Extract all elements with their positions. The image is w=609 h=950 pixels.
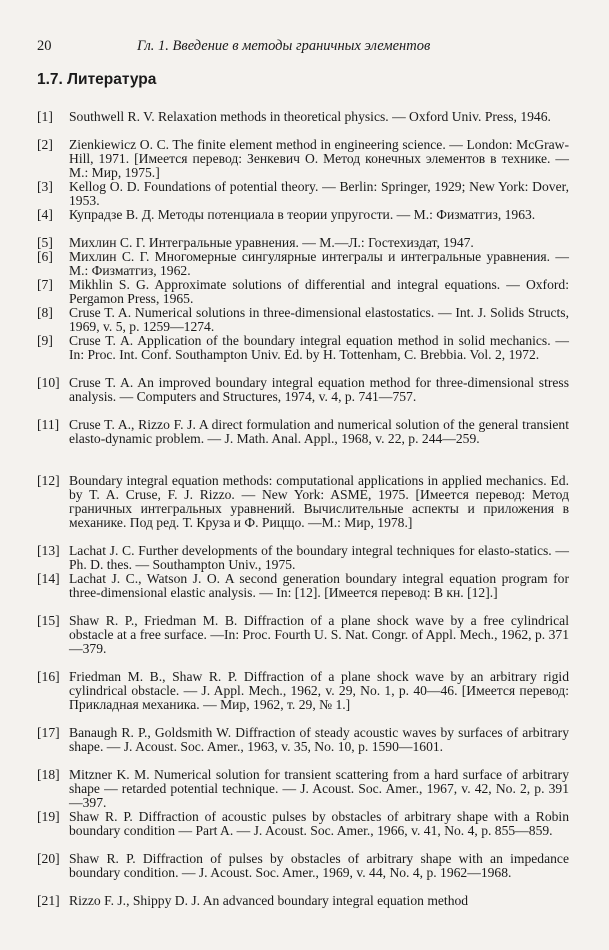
reference-item: [37, 572, 569, 600]
running-title: Гл. 1. Введение в методы граничных элементов: [137, 38, 431, 54]
reference-text: Kellog O. D. Foundations of potential theory. — Berlin: Springer, 1929; New York: Dover, 1953.: [69, 179, 569, 208]
reference-text: Lachat J. C., Watson J. O. A second generation boundary integral equation program for three-dimensional elastic analysis. — In: [12]. [Имеется перевод: В кн. [12].]: [69, 571, 569, 600]
reference-number: [7]: [37, 277, 53, 292]
reference-item: [37, 110, 569, 124]
reference-text: Southwell R. V. Relaxation methods in theoretical physics. — Oxford Univ. Press, 1946.: [69, 109, 551, 124]
reference-text: Shaw R. P. Diffraction of pulses by obstacles of arbitrary shape with an impedance boundary condition. — J. Acoust. Soc. Amer., 1969, v. 44, No. 4, p. 1962—1968.: [69, 851, 569, 880]
reference-number: [5]: [37, 235, 53, 250]
reference-item: [37, 544, 569, 572]
reference-number: [16]: [37, 669, 60, 684]
reference-text: Zienkiewicz O. C. The finite element method in engineering science. — London: McGraw-Hill, 1971. [Имеется перевод: Зенкевич О. Метод конечных элементов в технике. — М.: Мир, 1975.]: [69, 137, 569, 180]
reference-text: Cruse T. A. Numerical solutions in three-dimensional elastostatics. — Int. J. Solids Structs, 1969, v. 5, p. 1259—1274.: [69, 305, 569, 334]
reference-number: [19]: [37, 809, 60, 824]
reference-number: [1]: [37, 109, 53, 124]
reference-item: [37, 670, 569, 712]
reference-number: [4]: [37, 207, 53, 222]
reference-number: [21]: [37, 893, 60, 908]
reference-item: [37, 138, 569, 180]
reference-number: [17]: [37, 725, 60, 740]
reference-text: Boundary integral equation methods: computational applications in applied mechanics. Ed. by T. A. Cruse, F. J. Rizzo. — New York: ASME, 1975. [Имеется перевод: Метод граничных интегральных уравнений. Вычислительные аспекты и приложения в механике. Под ред. Т. Круза и Ф. Рицщо. —М.: Мир, 1978.]: [69, 473, 569, 530]
reference-item: [37, 894, 569, 908]
reference-text: Rizzo F. J., Shippy D. J. An advanced boundary integral equation method: [69, 893, 469, 908]
reference-text: Shaw R. P. Diffraction of acoustic pulses by obstacles of arbitrary shape with a Robin boundary condition — Part A. — J. Acoust. Soc. Amer., 1966, v. 41, No. 4, p. 855—859.: [69, 809, 569, 838]
reference-number: [12]: [37, 473, 60, 488]
reference-item: [37, 418, 569, 446]
reference-text: Mitzner K. M. Numerical solution for transient scattering from a hard surface of arbitrary shape — retarded potential technique. — J. Acoust. Soc. Amer., 1967, v. 42, No. 2, p. 391—397.: [69, 767, 569, 810]
reference-text: Mikhlin S. G. Approximate solutions of differential and integral equations. — Oxford: Pergamon Press, 1965.: [69, 277, 569, 306]
reference-text: Shaw R. P., Friedman M. B. Diffraction of a plane shock wave by a free cylindrical obstacle at a free surface. —In: Proc. Fourth U. S. Nat. Congr. of Appl. Mech., 1962, p. 371—379.: [69, 613, 569, 656]
reference-item: [37, 810, 569, 838]
section-title: 1.7. Литература: [37, 71, 157, 88]
reference-number: [10]: [37, 375, 60, 390]
reference-item: [37, 376, 569, 404]
reference-item: [37, 250, 569, 278]
reference-number: [8]: [37, 305, 53, 320]
reference-item: [37, 852, 569, 880]
reference-text: Lachat J. C. Further developments of the boundary integral techniques for elasto-statics. — Ph. D. thes. — Southampton Univ., 1975.: [69, 543, 569, 572]
reference-text: Михлин С. Г. Многомерные сингулярные интегралы и интегральные уравнения. —М.: Физматгиз, 1962.: [69, 249, 569, 278]
reference-number: [20]: [37, 851, 60, 866]
reference-number: [3]: [37, 179, 53, 194]
reference-number: [14]: [37, 571, 60, 586]
reference-text: Купрадзе В. Д. Методы потенциала в теории упругости. — М.: Физматгиз, 1963.: [69, 207, 536, 222]
reference-text: Banaugh R. P., Goldsmith W. Diffraction of steady acoustic waves by surfaces of arbitrary shape. — J. Acoust. Soc. Amer., 1963, v. 35, No. 10, p. 1590—1601.: [69, 725, 569, 754]
reference-text: Михлин С. Г. Интегральные уравнения. — М.—Л.: Гостехиздат, 1947.: [69, 235, 474, 250]
reference-number: [15]: [37, 613, 60, 628]
reference-number: [18]: [37, 767, 60, 782]
reference-text: Cruse T. A. Application of the boundary integral equation method in solid mechanics. — In: Proc. Int. Conf. Southampton Univ. Ed. by H. Tottenham, C. Brebbia. Vol. 2, 1972.: [69, 333, 569, 362]
reference-item: [37, 614, 569, 656]
reference-item: [37, 180, 569, 208]
reference-item: [37, 726, 569, 754]
reference-number: [6]: [37, 249, 53, 264]
page-header: [37, 36, 573, 56]
reference-item: [37, 306, 569, 334]
reference-number: [9]: [37, 333, 53, 348]
reference-text: Cruse T. A. An improved boundary integral equation method for three-dimensional stress analysis. — Computers and Structures, 1974, v. 4, p. 741—757.: [69, 375, 569, 404]
reference-item: [37, 474, 569, 530]
reference-item: [37, 278, 569, 306]
reference-number: [11]: [37, 417, 60, 432]
reference-item: [37, 334, 569, 362]
reference-number: [2]: [37, 137, 53, 152]
reference-text: Friedman M. B., Shaw R. P. Diffraction of a plane shock wave by an arbitrary rigid cylindrical obstacle. — J. Appl. Mech., 1962, v. 29, No. 1, p. 40—46. [Имеется перевод: Прикладная механика. — Мир, 1962, т. 29, № 1.]: [69, 669, 569, 712]
reference-text: Cruse T. A., Rizzo F. J. A direct formulation and numerical solution of the general transient elasto-dynamic problem. — J. Math. Anal. Appl., 1968, v. 22, p. 244—259.: [69, 417, 569, 446]
reference-item: [37, 236, 569, 250]
reference-item: [37, 768, 569, 810]
reference-number: [13]: [37, 543, 60, 558]
page-number: 20: [37, 38, 52, 54]
reference-item: [37, 208, 569, 222]
